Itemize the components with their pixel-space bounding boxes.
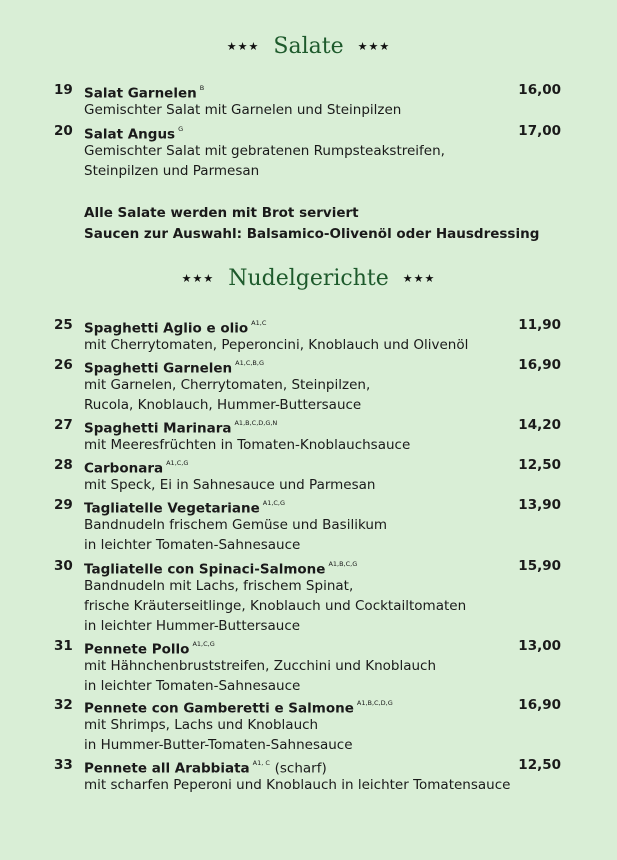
allergen-codes: A1,C,G (166, 459, 189, 467)
item-number: 26 (54, 357, 73, 373)
item-description: mit Cherrytomaten, Peperoncini, Knoblauch und Olivenöl (84, 337, 469, 353)
item-number: 33 (54, 757, 73, 773)
allergen-codes: B (199, 84, 205, 92)
item-description: mit Shrimps, Lachs und Knoblauch (84, 717, 319, 733)
item-number: 27 (54, 417, 73, 433)
item-name: Spaghetti Aglio e olio $^{A1,C}$ (84, 319, 267, 337)
item-description: mit Garnelen, Cherrytomaten, Steinpilzen, (84, 377, 371, 393)
decorative-stars: ★★★ (357, 40, 391, 53)
menu-item (0, 315, 617, 355)
menu-item (0, 695, 617, 755)
item-number: 31 (54, 638, 73, 654)
item-description: mit Speck, Ei in Sahnesauce und Parmesan (84, 477, 376, 493)
item-name: Tagliatelle con Spinaci-Salmone $^{A1,B,C,G}$ (84, 560, 358, 578)
decorative-stars: ★★★ (226, 40, 260, 53)
spicy-note: (scharf) (274, 760, 327, 777)
section-heading: Nudelgerichte (228, 266, 389, 291)
item-price: 12,50 (518, 757, 561, 773)
section-title-nudelgerichte (0, 266, 617, 291)
item-name: Tagliatelle Vegetariane $^{A1,C,G}$ (84, 499, 286, 517)
allergen-codes: A1,B,C,D,G,N (234, 419, 278, 427)
item-name: Salat Garnelen $^B$ (84, 84, 205, 102)
section-title-salate (0, 34, 617, 59)
item-price: 16,90 (518, 697, 561, 713)
item-description: Bandnudeln frischem Gemüse und Basilikum (84, 517, 388, 533)
item-price: 13,00 (518, 638, 561, 654)
item-number: 30 (54, 558, 73, 574)
item-description: in leichter Tomaten-Sahnesauce (84, 537, 301, 553)
item-price: 16,00 (518, 82, 561, 98)
item-description: mit scharfen Peperoni und Knoblauch in leichter Tomatensauce (84, 777, 511, 793)
item-price: 12,50 (518, 457, 561, 473)
item-price: 13,90 (518, 497, 561, 513)
item-description: Gemischter Salat mit gebratenen Rumpsteakstreifen, (84, 143, 445, 159)
item-name: Salat Angus $^G$ (84, 125, 184, 143)
item-price: 15,90 (518, 558, 561, 574)
item-name: Spaghetti Marinara $^{A1,B,C,D,G,N}$ (84, 419, 278, 437)
salad-note-bread: Alle Salate werden mit Brot serviert (84, 205, 359, 221)
item-description: frische Kräuterseitlinge, Knoblauch und Cocktailtomaten (84, 598, 467, 614)
item-number: 25 (54, 317, 73, 333)
decorative-stars: ★★★ (181, 272, 215, 285)
menu-item (0, 415, 617, 455)
allergen-codes: G (178, 125, 184, 133)
item-price: 14,20 (518, 417, 561, 433)
menu-item (0, 355, 617, 415)
allergen-codes: A1,C,G (192, 640, 215, 648)
allergen-codes: A1,C,B,G (235, 359, 264, 367)
item-description: Rucola, Knoblauch, Hummer-Buttersauce (84, 397, 362, 413)
allergen-codes: A1,C,G (262, 499, 286, 507)
item-description: mit Meeresfrüchten in Tomaten-Knoblauchsauce (84, 437, 411, 453)
menu-item (0, 495, 617, 555)
item-number: 20 (54, 123, 73, 139)
section-heading: Salate (273, 34, 344, 59)
item-number: 32 (54, 697, 73, 713)
item-description: Bandnudeln mit Lachs, frischem Spinat, (84, 578, 354, 594)
item-number: 19 (54, 82, 73, 98)
item-description: in leichter Tomaten-Sahnesauce (84, 678, 301, 694)
item-description: Steinpilzen und Parmesan (84, 163, 260, 179)
menu-item (0, 755, 617, 795)
item-name: Spaghetti Garnelen $^{A1,C,B,G}$ (84, 359, 264, 377)
item-name: Pennete con Gamberetti e Salmone $^{A1,B,C,D,G}$ (84, 699, 393, 717)
item-name: Pennete all Arabbiata $^{A1, C}$ (scharf) (84, 759, 327, 777)
menu-item (0, 80, 617, 120)
menu-item (0, 121, 617, 181)
item-name: Pennete Pollo $^{A1,C,G}$ (84, 640, 215, 658)
item-price: 16,90 (518, 357, 561, 373)
allergen-codes: A1,B,C,G (328, 560, 358, 568)
item-price: 17,00 (518, 123, 561, 139)
decorative-stars: ★★★ (402, 272, 436, 285)
allergen-codes: A1,C (251, 319, 267, 327)
item-description: Gemischter Salat mit Garnelen und Steinpilzen (84, 102, 402, 118)
item-price: 11,90 (518, 317, 561, 333)
item-number: 28 (54, 457, 73, 473)
menu-item (0, 636, 617, 696)
item-description: in Hummer-Butter-Tomaten-Sahnesauce (84, 737, 353, 753)
menu-item (0, 556, 617, 636)
item-description: in leichter Hummer-Buttersauce (84, 618, 301, 634)
menu-item (0, 455, 617, 495)
allergen-codes: A1,B,C,D,G (356, 699, 393, 707)
item-number: 29 (54, 497, 73, 513)
allergen-codes: A1, C (252, 759, 270, 767)
item-name: Carbonara $^{A1,C,G}$ (84, 459, 189, 477)
salad-note-sauces: Saucen zur Auswahl: Balsamico-Olivenöl oder Hausdressing (84, 226, 540, 242)
item-description: mit Hähnchenbruststreifen, Zucchini und Knoblauch (84, 658, 437, 674)
